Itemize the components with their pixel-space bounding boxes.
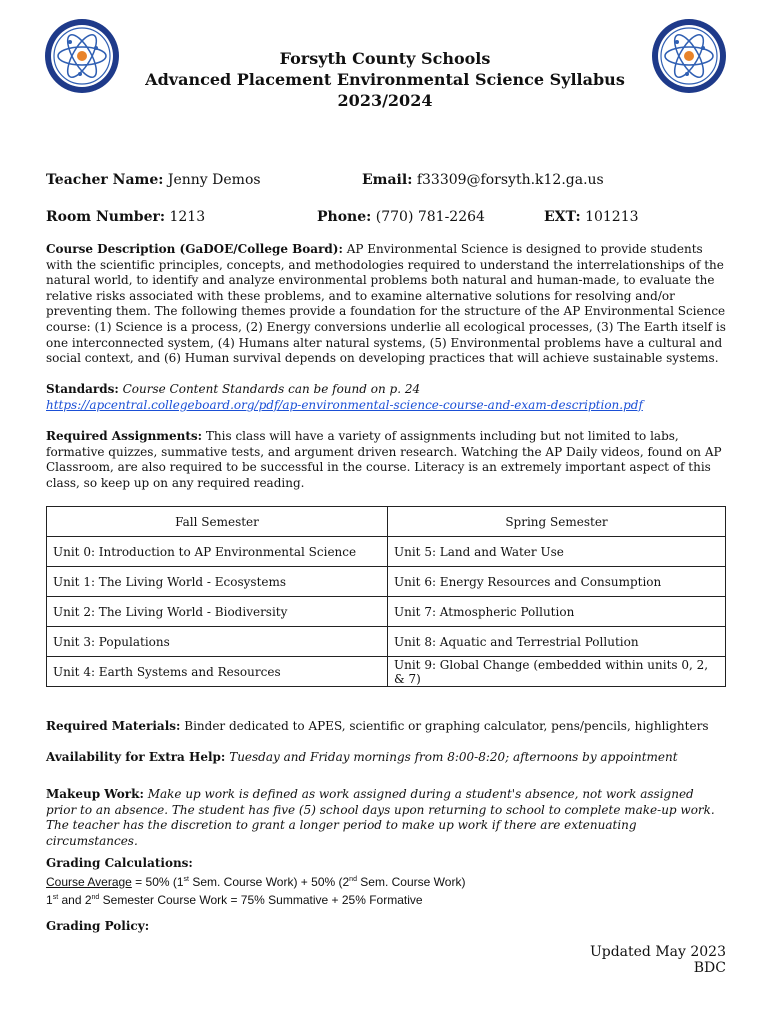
table-header-row [47,507,726,537]
updated-footer: Updated May 2023 BDC [589,944,726,976]
spring-unit: Unit 7: Atmospheric Pollution [388,597,726,627]
course-description: Course Description (GaDOE/College Board): AP Environmental Science is designed to provide students with the scientific principles, concepts, and methodologies required to understand the interrelationships of the natural world, to identify and analyze environmental problems both natural and human-made, to evaluate the relative risks associated with these problems, and to examine alternative solutions for resolving and/or preventing them. The following themes provide a foundation for the structure of the AP Environmental Science course: (1) Science is a process, (2) Energy conversions underlie all ecological processes, (3) The Earth itself is one interconnected system, (4) Humans alter natural systems, (5) Environmental problems have a cultural and social context, and (6) Human survival depends on developing practices that will achieve sustainable systems. [46,242,726,366]
fall-unit: Unit 2: The Living World - Biodiversity [47,597,388,627]
fall-semester-header: Fall Semester [47,507,388,537]
room-number: Room Number: 1213 [46,209,206,225]
units-table [46,506,726,687]
fall-unit: Unit 0: Introduction to AP Environmental Science [47,537,388,567]
document-header [0,48,770,111]
grading-policy: Grading Policy: [46,919,150,933]
teacher-email: Email: f33309@forsyth.k12.ga.us [362,172,604,188]
makeup-work: Makeup Work: Make up work is defined as work assigned during a student's absence, not work assigned prior to an absence. The student has five (5) school days upon returning to school to complete make-up work. The teacher has the discretion to grant a longer period to make up work if there are extenuating circumstances. [46,787,715,848]
fall-unit: Unit 1: The Living World - Ecosystems [47,567,388,597]
header-school-year: 2023/2024 [337,91,433,110]
table-row [47,537,726,567]
phone-extension: EXT: 101213 [544,209,639,225]
grading-calculations: Grading Calculations: Course Average = 50% (1st Sem. Course Work) + 50% (2nd Sem. Course Work) 1st and 2nd Semester Course Work = 75% Summative + 25% Formative [46,856,466,908]
header-course-title: Advanced Placement Environmental Science Syllabus [145,70,625,89]
header-district: Forsyth County Schools [279,49,491,68]
teacher-name: Teacher Name: Jenny Demos [46,172,261,188]
semester-work-formula: 1st and 2nd Semester Course Work = 75% Summative + 25% Formative [46,893,423,908]
table-row [47,627,726,657]
table-row [47,597,726,627]
fall-unit: Unit 3: Populations [47,627,388,657]
course-average-formula: Course Average = 50% (1st Sem. Course Work) + 50% (2nd Sem. Course Work) [46,874,466,889]
required-materials: Required Materials: Binder dedicated to APES, scientific or graphing calculator, pens/pencils, highlighters [46,719,709,733]
standards: Standards: Course Content Standards can be found on p. 24 https://apcentral.collegeboard.org/pdf/ap-environmental-science-course-and-exam-description.pdf [46,382,643,412]
phone-number: Phone: (770) 781-2264 [317,209,485,225]
extra-help-availability: Availability for Extra Help: Tuesday and Friday mornings from 8:00-8:20; afternoons by appointment [46,750,678,764]
standards-link[interactable]: https://apcentral.collegeboard.org/pdf/ap-environmental-science-course-and-exam-description.pdf [46,397,643,412]
spring-unit: Unit 9: Global Change (embedded within units 0, 2, & 7) [388,657,726,687]
fall-unit: Unit 4: Earth Systems and Resources [47,657,388,687]
spring-unit: Unit 8: Aquatic and Terrestrial Pollution [388,627,726,657]
table-row [47,657,726,687]
table-row [47,567,726,597]
required-assignments: Required Assignments: This class will have a variety of assignments including but not limited to labs, formative quizzes, summative tests, and argument driven research. Watching the AP Daily videos, found on AP Classroom, are also required to be successful in the course. Literacy is an extremely important aspect of this class, so keep up on any required reading. [46,429,722,490]
spring-semester-header: Spring Semester [388,507,726,537]
spring-unit: Unit 6: Energy Resources and Consumption [388,567,726,597]
spring-unit: Unit 5: Land and Water Use [388,537,726,567]
